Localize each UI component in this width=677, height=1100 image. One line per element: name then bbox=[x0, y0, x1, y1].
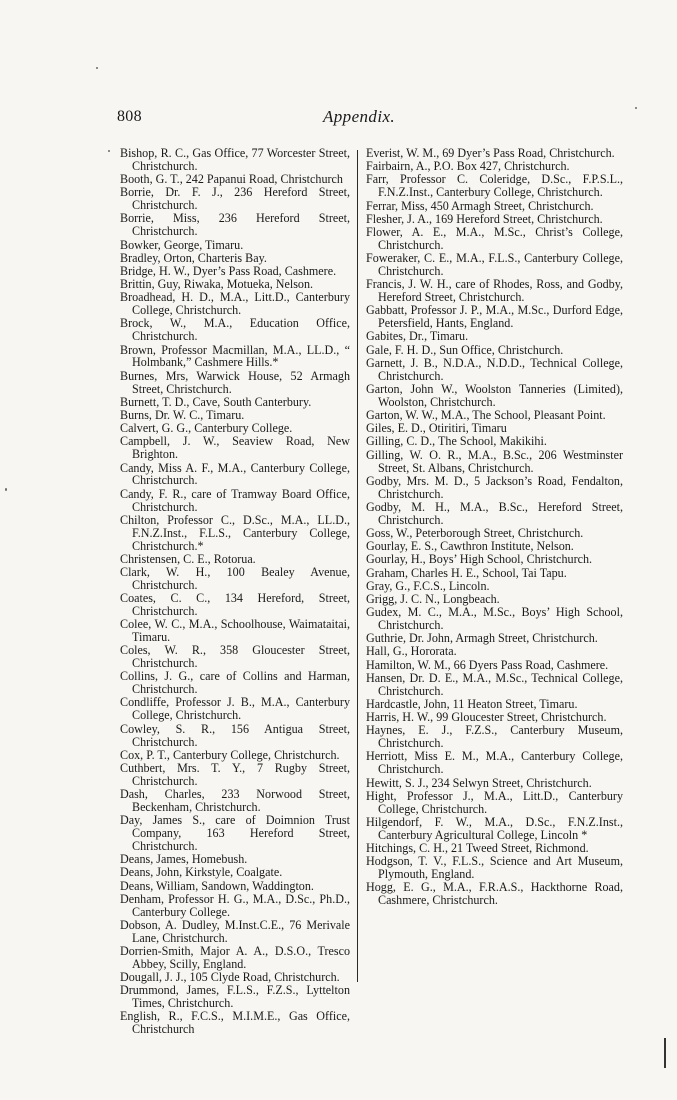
directory-entry: Colee, W. C., M.A., Schoolhouse, Waimataitai, Timaru. bbox=[120, 617, 350, 645]
directory-entry: Dash, Charles, 233 Norwood Street, Beckenham, Christchurch. bbox=[120, 787, 350, 814]
directory-entry: Gourlay, E. S., Cawthron Institute, Nelson. bbox=[366, 539, 574, 554]
directory-entry: Gabbatt, Professor J. P., M.A., M.Sc., Durford Edge, Petersfield, Hants, England. bbox=[366, 303, 623, 331]
directory-entry: Brittin, Guy, Riwaka, Motueka, Nelson. bbox=[120, 277, 314, 292]
directory-entry: Flesher, J. A., 169 Hereford Street, Christchurch. bbox=[366, 211, 603, 226]
directory-entry: Dougall, J. J., 105 Clyde Road, Christchurch. bbox=[120, 970, 340, 985]
left-column bbox=[120, 147, 350, 1037]
directory-entry: Burns, Dr. W. C., Timaru. bbox=[120, 407, 245, 422]
directory-entry: Gilling, C. D., The School, Makikihi. bbox=[366, 434, 547, 449]
directory-entry: Godby, Mrs. M. D., 5 Jackson’s Road, Fendalton, Christchurch. bbox=[366, 473, 623, 501]
directory-entry: Calvert, G. G., Canterbury College. bbox=[120, 421, 293, 436]
directory-entry: Giles, E. D., Otiritiri, Timaru bbox=[366, 421, 507, 436]
directory-entry: Dorrien-Smith, Major A. A., D.S.O., Tresco Abbey, Scilly, England. bbox=[120, 943, 350, 971]
directory-entry: Burnett, T. D., Cave, South Canterbury. bbox=[120, 394, 312, 409]
directory-entry: Clark, W. H., 100 Bealey Avenue, Christchurch. bbox=[120, 564, 350, 592]
directory-entry: Hansen, Dr. D. E., M.A., M.Sc., Technical College, Christchurch. bbox=[366, 670, 623, 698]
directory-entry: Collins, J. G., care of Collins and Harman, Christchurch. bbox=[120, 669, 350, 697]
column-rule bbox=[357, 150, 358, 982]
directory-entry: Drummond, James, F.L.S., F.Z.S., Lyttelton Times, Christchurch. bbox=[120, 983, 350, 1011]
directory-entry: Burnes, Mrs, Warwick House, 52 Armagh Street, Christchurch. bbox=[120, 368, 350, 396]
directory-entry: Hamilton, W. M., 66 Dyers Pass Road, Cashmere. bbox=[366, 657, 609, 672]
page-number: 808 bbox=[117, 108, 142, 125]
directory-entry: Godby, M. H., M.A., B.Sc., Hereford Street, Christchurch. bbox=[366, 499, 623, 527]
directory-entry: Gale, F. H. D., Sun Office, Christchurch. bbox=[366, 342, 564, 357]
directory-entry: Everist, W. M., 69 Dyer’s Pass Road, Christchurch. bbox=[366, 146, 615, 160]
directory-entry: Condliffe, Professor J. B., M.A., Canterbury College, Christchurch. bbox=[120, 695, 350, 723]
directory-entry: Coates, C. C., 134 Hereford, Street, Christchurch. bbox=[120, 591, 350, 618]
directory-entry: Haynes, E. J., F.Z.S., Canterbury Museum, Christchurch. bbox=[366, 723, 623, 751]
directory-entry: Denham, Professor H. G., M.A., D.Sc., Ph.D., Canterbury College. bbox=[120, 891, 350, 919]
directory-entry: Hogg, E. G., M.A., F.R.A.S., Hackthorne Road, Cashmere, Christchurch. bbox=[366, 880, 623, 908]
directory-entry: Fairbairn, A., P.O. Box 427, Christchurch. bbox=[366, 159, 570, 174]
directory-entry: Goss, W., Peterborough Street, Christchurch. bbox=[366, 525, 584, 540]
directory-entry: Broadhead, H. D., M.A., Litt.D., Canterbury College, Christchurch. bbox=[120, 290, 350, 318]
directory-entry: Deans, James, Homebush. bbox=[120, 852, 248, 867]
right-column bbox=[366, 147, 623, 907]
directory-entry: Brock, W., M.A., Education Office, Christchurch. bbox=[120, 316, 350, 344]
directory-entry: Garton, W. W., M.A., The School, Pleasant Point. bbox=[366, 407, 606, 422]
directory-entry: Borrie, Dr. F. J., 236 Hereford Street, Christchurch. bbox=[120, 185, 350, 213]
directory-entry: Garton, John W., Woolston Tanneries (Limited), Woolston, Christchurch. bbox=[366, 381, 623, 409]
directory-entry: Chilton, Professor C., D.Sc., M.A., LL.D., F.N.Z.Inst., F.L.S., Canterbury College, Christchurch.* bbox=[120, 512, 350, 553]
directory-entry: Herriott, Miss E. M., M.A., Canterbury College, Christchurch. bbox=[366, 749, 623, 777]
directory-entry: Cuthbert, Mrs. T. Y., 7 Rugby Street, Christchurch. bbox=[120, 760, 350, 788]
directory-entry: Bradley, Orton, Charteris Bay. bbox=[120, 250, 267, 265]
directory-entry: Hall, G., Hororata. bbox=[366, 644, 457, 659]
directory-entry: Hewitt, S. J., 234 Selwyn Street, Christchurch. bbox=[366, 775, 592, 790]
directory-entry: Day, James S., care of Doimnion Trust Company, 163 Hereford Street, Christchurch. bbox=[120, 813, 350, 853]
directory-entry: Gilling, W. O. R., M.A., B.Sc., 206 Westminster Street, St. Albans, Christchurch. bbox=[366, 447, 623, 475]
directory-entry: Flower, A. E., M.A., M.Sc., Christ’s College, Christchurch. bbox=[366, 224, 623, 252]
directory-entry: Cowley, S. R., 156 Antigua Street, Christchurch. bbox=[120, 721, 350, 749]
directory-entry: Campbell, J. W., Seaview Road, New Brighton. bbox=[120, 434, 350, 462]
directory-entry: Garnett, J. B., N.D.A., N.D.D., Technical College, Christchurch. bbox=[366, 355, 623, 383]
directory-entry: Bishop, R. C., Gas Office, 77 Worcester Street, Christchurch. bbox=[120, 146, 350, 173]
directory-entry: Booth, G. T., 242 Papanui Road, Christchurch bbox=[120, 172, 343, 187]
directory-entry: Borrie, Miss, 236 Hereford Street, Christchurch. bbox=[120, 211, 350, 239]
directory-entry: Hight, Professor J., M.A., Litt.D., Canterbury College, Christchurch. bbox=[366, 788, 623, 816]
scan-speck bbox=[635, 107, 637, 109]
directory-entry: Candy, F. R., care of Tramway Board Office, Christchurch. bbox=[120, 486, 350, 514]
directory-entry: Bridge, H. W., Dyer’s Pass Road, Cashmere. bbox=[120, 263, 337, 278]
directory-entry: Gabites, Dr., Timaru. bbox=[366, 329, 469, 344]
directory-entry: Candy, Miss A. F., M.A., Canterbury College, Christchurch. bbox=[120, 460, 350, 488]
directory-entry: Bowker, George, Timaru. bbox=[120, 237, 244, 252]
directory-entry: Hitchings, C. H., 21 Tweed Street, Richmond. bbox=[366, 841, 589, 856]
directory-entry: English, R., F.C.S., M.I.M.E., Gas Office, Christchurch bbox=[120, 1009, 350, 1037]
directory-entry: Foweraker, C. E., M.A., F.L.S., Canterbury College, Christchurch. bbox=[366, 251, 623, 278]
directory-entry: Francis, J. W. H., care of Rhodes, Ross, and Godby, Hereford Street, Christchurch. bbox=[366, 277, 623, 305]
scan-speck bbox=[5, 488, 7, 491]
directory-entry: Farr, Professor C. Coleridge, D.Sc., F.P.S.L., F.N.Z.Inst., Canterbury College, Christchurch. bbox=[366, 172, 623, 200]
directory-entry: Guthrie, Dr. John, Armagh Street, Christchurch. bbox=[366, 631, 598, 646]
scan-speck bbox=[108, 150, 110, 152]
directory-entry: Grigg, J. C. N., Longbeach. bbox=[366, 591, 500, 606]
running-title: Appendix. bbox=[323, 107, 396, 126]
scan-speck bbox=[96, 67, 98, 69]
directory-entry: Gudex, M. C., M.A., M.Sc., Boys’ High School, Christchurch. bbox=[366, 605, 623, 633]
directory-entry: Graham, Charles H. E., School, Tai Tapu. bbox=[366, 565, 567, 580]
directory-entry: Brown, Professor Macmillan, M.A., LL.D., “ Holmbank,” Cashmere Hills.* bbox=[120, 342, 350, 370]
directory-entry: Coles, W. R., 358 Gloucester Street, Christchurch. bbox=[120, 643, 350, 671]
directory-entry: Hardcastle, John, 11 Heaton Street, Timaru. bbox=[366, 696, 578, 711]
directory-entry: Hodgson, T. V., F.L.S., Science and Art Museum, Plymouth, England. bbox=[366, 854, 623, 882]
directory-entry: Gourlay, H., Boys’ High School, Christchurch. bbox=[366, 552, 593, 567]
directory-entry: Harris, H. W., 99 Gloucester Street, Christchurch. bbox=[366, 710, 607, 725]
directory-entry: Dobson, A. Dudley, M.Inst.C.E., 76 Merivale Lane, Christchurch. bbox=[120, 917, 350, 945]
directory-entry: Deans, John, Kirkstyle, Coalgate. bbox=[120, 865, 283, 880]
directory-entry: Ferrar, Miss, 450 Armagh Street, Christchurch. bbox=[366, 198, 594, 213]
edge-mark bbox=[664, 1038, 666, 1068]
directory-entry: Christensen, C. E., Rotorua. bbox=[120, 551, 256, 566]
directory-entry: Hilgendorf, F. W., M.A., D.Sc., F.N.Z.Inst., Canterbury Agricultural College, Lincoln * bbox=[366, 814, 623, 842]
directory-entry: Cox, P. T., Canterbury College, Christchurch. bbox=[120, 747, 340, 762]
directory-entry: Gray, G., F.C.S., Lincoln. bbox=[366, 578, 490, 593]
directory-entry: Deans, William, Sandown, Waddington. bbox=[120, 878, 314, 893]
